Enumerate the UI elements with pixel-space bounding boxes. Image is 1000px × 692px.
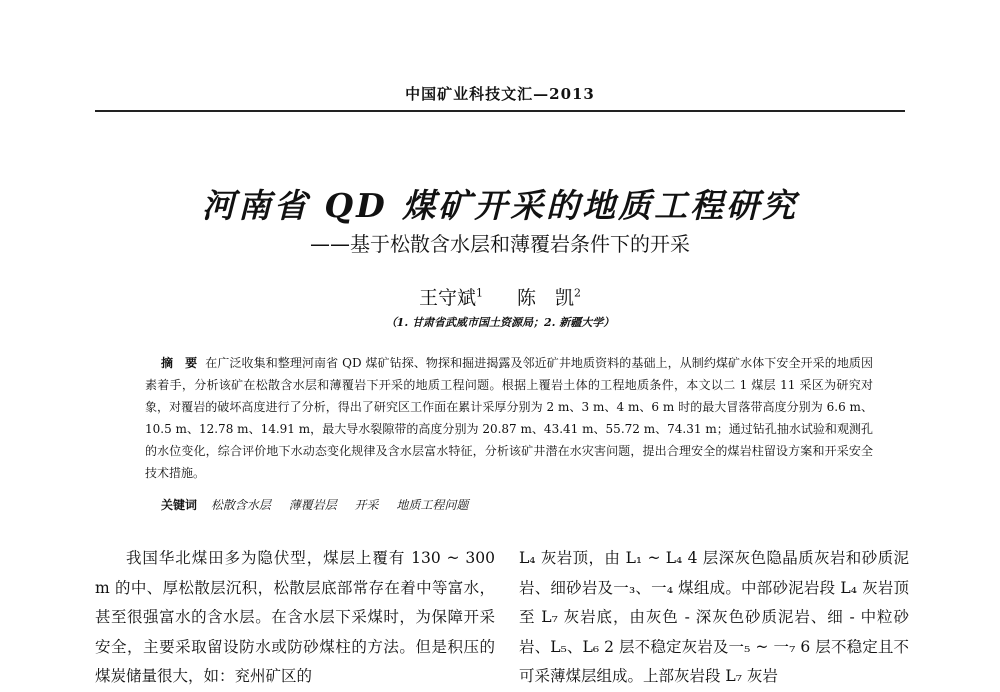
- author-2-name: 陈 凯: [517, 287, 575, 309]
- paper-title: 河南省 QD 煤矿开采的地质工程研究: [201, 186, 799, 225]
- body-column-left: 我国华北煤田多为隐伏型，煤层上覆有 130 ~ 300 m 的中、厚松散层沉积，松散层底部常存在着中等富水，甚至很强富水的含水层。在含水层下采煤时，为保障开采安全，主要采取留设防水或防砂煤柱的方法。但是积压的煤炭储量很大，如：兖州矿区的: [95, 549, 495, 685]
- body-column-right: L₄ 灰岩顶，由 L₁ ~ L₄ 4 层深灰色隐晶质灰岩和砂质泥岩、细砂岩及一₃、一₄ 煤组成。中部砂泥岩段 L₄ 灰岩顶至 L₇ 灰岩底，由灰色 - 深灰色砂质泥岩、细 - 中粒砂岩、L₅、L₆ 2 层不稳定灰岩及一₅ ~ 一₇ 6 层不稳定且不可采薄煤层组成。上部灰岩段 L₇ 灰岩: [519, 549, 909, 685]
- author-2: [517, 287, 581, 309]
- header-rule: [95, 110, 905, 112]
- keyword: 松散含水层: [210, 498, 271, 512]
- author-1: [419, 287, 483, 309]
- keyword: 开采: [354, 498, 379, 512]
- abstract: [145, 352, 873, 484]
- keywords-label: 关键词: [161, 498, 198, 512]
- running-header: 中国矿业科技文汇—2013: [405, 85, 595, 103]
- keyword: 地质工程问题: [396, 498, 469, 512]
- keyword: 薄覆岩层: [288, 498, 337, 512]
- author-line: [0, 283, 1000, 310]
- abstract-label: 摘 要: [161, 356, 198, 370]
- author-1-sup: 1: [475, 286, 483, 300]
- keywords: [161, 496, 873, 513]
- author-1-name: 王守斌: [418, 287, 476, 309]
- abstract-text: 在广泛收集和整理河南省 QD 煤矿钻探、物探和掘进揭露及邻近矿井地质资料的基础上，从制约煤矿水体下安全开采的地质因素着手，分析该矿在松散含水层和薄覆岩下开采的地质工程问题。根据上覆岩土体的工程地质条件，本文以二 1 煤层 11 采区为研究对象，对覆岩的破坏高度进行了分析，得出了研究区工作面在累计采厚分别为 2 m、3 m、4 m、6 m 时的最大冒落带高度分别为 6.6 m、10.5 m、12.78 m、14.91 m，最大导水裂隙带的高度分别为 20.87 m、43.41 m、55.72 m、74.31 m；通过钻孔抽水试验和观测孔的水位变化，综合评价地下水动态变化规律及含水层富水特征，分析该矿井潜在水灾害问题，提出合理安全的煤岩柱留设方案和开采安全技术措施。: [145, 356, 873, 480]
- paper-subtitle: ——基于松散含水层和薄覆岩条件下的开采: [310, 232, 690, 256]
- author-2-sup: 2: [574, 286, 582, 300]
- affiliations: （1. 甘肃省武威市国土资源局；2. 新疆大学）: [385, 316, 615, 329]
